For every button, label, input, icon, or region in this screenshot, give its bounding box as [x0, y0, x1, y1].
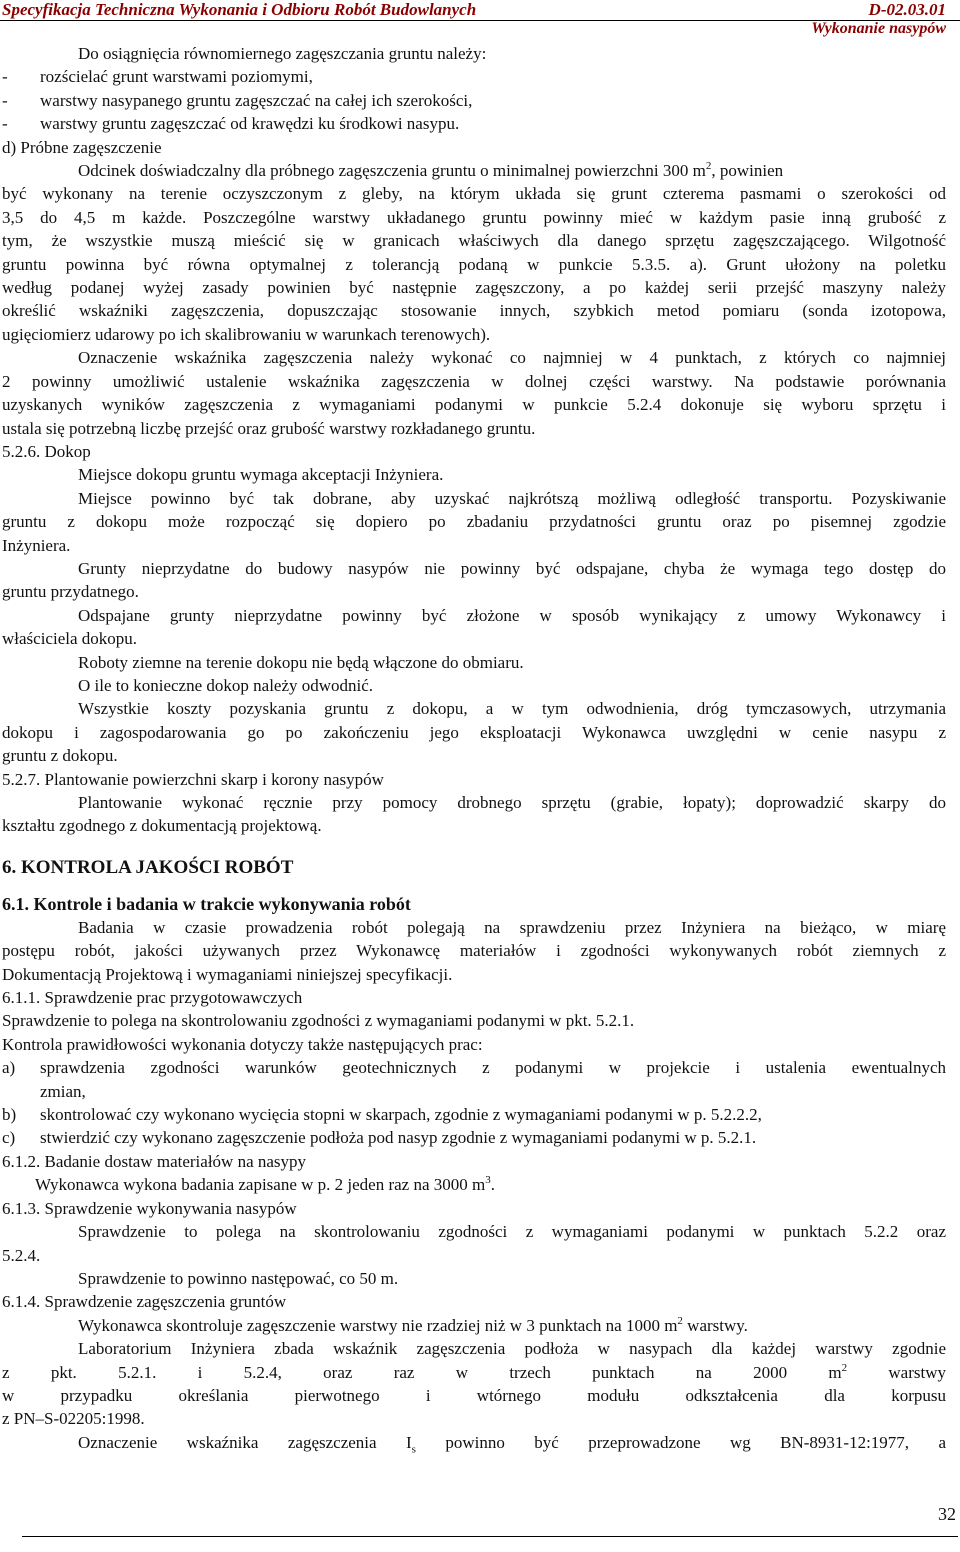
- paragraph-line: postępu robót, jakości używanych przez Wykonawcę materiałów i zgodności wykonywanych robót ziemnych z: [2, 941, 946, 961]
- subsection-heading: 6.1.2. Badanie dostaw materiałów na nasypy: [2, 1151, 307, 1171]
- superscript: 3: [485, 1174, 491, 1187]
- paragraph-line: Miejsce dokopu gruntu wymaga akceptacji Inżyniera.: [78, 465, 444, 485]
- superscript: 2: [705, 160, 712, 173]
- subsection-heading: 6.1.4. Sprawdzenie zagęszczenia gruntów: [2, 1292, 287, 1312]
- paragraph-line: określić wskaźniki zagęszczenia, dopuszczając stosowanie innych, szybkich metod pomiaru (sonda izotopowa,: [2, 301, 946, 321]
- paragraph-line: Kontrola prawidłowości wykonania dotyczy także następujących prac:: [2, 1034, 483, 1054]
- subsection-heading: 6.1.1. Sprawdzenie prac przygotowawczych: [2, 988, 303, 1008]
- paragraph-line: Inżyniera.: [2, 535, 71, 555]
- list-item-continuation: [2, 1080, 946, 1103]
- list-marker: a): [2, 1058, 16, 1078]
- list-item: [2, 1126, 946, 1149]
- paragraph-line: Plantowanie wykonać ręcznie przy pomocy drobnego sprzętu (grabie, łopaty); doprowadzić skarpy do: [78, 793, 946, 812]
- list-item: [2, 65, 946, 88]
- subsection-heading: 6.1.3. Sprawdzenie wykonywania nasypów: [2, 1198, 297, 1218]
- footer-rule: [22, 1536, 958, 1537]
- subsection-heading: 5.2.7. Plantowanie powierzchni skarp i korony nasypów: [2, 769, 384, 789]
- paragraph-line: gruntu z dokopu.: [2, 746, 118, 766]
- subsection-heading: d) Próbne zagęszczenie: [2, 137, 162, 157]
- paragraph-line: Badania w czasie prowadzenia robót polegają na sprawdzeniu przez Inżyniera na bieżąco, w miarę: [78, 917, 946, 937]
- list-item-text: rozścielać grunt warstwami poziomymi,: [40, 67, 313, 87]
- list-marker: b): [2, 1105, 17, 1125]
- text-run: Wykonawca wykona badania zapisane w p. 2 jeden raz na 3000 m: [35, 1175, 486, 1195]
- list-item-text: zmian,: [40, 1081, 86, 1101]
- paragraph-line: Oznaczenie wskaźnika zagęszczenia należy wykonać co najmniej w 4 punktach, z których co najmniej: [78, 348, 946, 368]
- paragraph-line: z PN–S-02205:1998.: [2, 1409, 145, 1429]
- paragraph-line: uzyskanych wyników zagęszczenia z wymaganiami podanymi w punkcie 5.2.4 dokonuje się wyboru sprzętu i: [2, 395, 946, 415]
- paragraph-line: [2, 1314, 946, 1337]
- paragraph-line: Dokumentacją Projektową i wymaganiami niniejszej specyfikacji.: [2, 964, 453, 984]
- text-run: z pkt. 5.2.1. i 5.2.4, oraz raz w trzech punktach na 2000 m: [2, 1362, 842, 1382]
- text-run: warstwy: [847, 1362, 946, 1382]
- paragraph-line: Laboratorium Inżyniera zbada wskaźnik zagęszczenia podłoża w nasypach dla każdej warstwy zgodnie: [78, 1339, 946, 1359]
- paragraph-line: według podanej wyżej zasady powinien być następnie zagęszczony, a po każdej serii przejść maszyny należy: [2, 278, 946, 298]
- text-run: .: [490, 1175, 496, 1195]
- list-marker: -: [2, 90, 8, 110]
- paragraph-line: [2, 159, 946, 182]
- superscript: 2: [841, 1361, 848, 1374]
- paragraph-line: 3,5 do 4,5 m każde. Poszczególne warstwy układanego gruntu powinny mieć w każdym pasie inną grubość z: [2, 207, 946, 227]
- paragraph-line: Sprawdzenie to powinno następować, co 50 m.: [78, 1268, 399, 1288]
- paragraph-line: gruntu z dokopu może rozpocząć się dopiero po zbadaniu przydatności gruntu oraz po pisemnej zgodzie: [2, 512, 946, 532]
- paragraph-line: być wykonany na terenie oczyszczonym z gleby, na którym układa się grunt czterema pasmami o szerokości od: [2, 184, 946, 204]
- list-marker: c): [2, 1128, 16, 1148]
- paragraph-line: Roboty ziemne na terenie dokopu nie będą włączone do obmiaru.: [78, 652, 524, 672]
- paragraph-line: kształtu zgodnego z dokumentacją projektową.: [2, 816, 322, 836]
- subsection-heading: 5.2.6. Dokop: [2, 441, 91, 461]
- list-item: [2, 1103, 946, 1126]
- list-item-text: warstwy nasypanego gruntu zagęszczać na całej ich szerokości,: [40, 90, 473, 110]
- paragraph-line: Grunty nieprzydatne do budowy nasypów nie powinny być odspajane, chyba że wymaga tego dostęp do: [78, 558, 946, 578]
- paragraph-line: ustala się potrzebną liczbę przejść oraz grubość warstwy rozkładanego gruntu.: [2, 418, 536, 438]
- header-title: Specyfikacja Techniczna Wykonania i Odbioru Robót Budowlanych: [2, 0, 477, 19]
- subscript: s: [411, 1443, 416, 1456]
- section-heading: 6.1. Kontrole i badania w trakcie wykonywania robót: [2, 893, 411, 914]
- document-body: [2, 42, 946, 1454]
- list-item-text: skontrolować czy wykonano wycięcia stopni w skarpach, zgodnie z wymaganiami podanymi w p. 5.2.2.2,: [40, 1105, 762, 1125]
- text-run: , powinien: [711, 161, 784, 181]
- page-number: 32: [938, 1504, 956, 1524]
- list-item: [2, 89, 946, 112]
- list-item: [2, 112, 946, 135]
- paragraph-line: 2 powinny umożliwić ustalenie wskaźnika zagęszczenia w dolnej części warstwy. Na podstawie porównania: [2, 371, 946, 391]
- text-run: Odcinek doświadczalny dla próbnego zagęszczenia gruntu o minimalnej powierzchni 300 m: [78, 161, 706, 181]
- paragraph-line: O ile to konieczne dokop należy odwodnić.: [78, 675, 374, 695]
- paragraph-line: Miejsce powinno być tak dobrane, aby uzyskać najkrótszą możliwą odległość transportu. Pozyskiwanie: [78, 488, 946, 508]
- page-header: [0, 0, 960, 36]
- paragraph-line: w przypadku określania pierwotnego i wtórnego modułu odkształcenia dla korpusu: [2, 1385, 946, 1405]
- paragraph-line: [2, 1361, 946, 1384]
- header-code: D-02.03.01: [868, 0, 946, 19]
- paragraph-line: ugięciomierz udarowy po ich skalibrowaniu w warunkach terenowych).: [2, 324, 491, 344]
- list-item: [2, 1056, 946, 1079]
- paragraph-line: [2, 1173, 946, 1196]
- header-subtitle: Wykonanie nasypów: [811, 20, 946, 37]
- paragraph-line: 5.2.4.: [2, 1245, 41, 1265]
- paragraph-line: Sprawdzenie to polega na skontrolowaniu zgodności z wymaganiami podanymi w pkt. 5.2.1.: [2, 1011, 635, 1031]
- paragraph-line: [2, 1431, 946, 1454]
- text-run: Wykonawca skontroluje zagęszczenie warstwy nie rzadziej niż w 3 punktach na 1000 m: [78, 1315, 678, 1335]
- text-run: Oznaczenie wskaźnika zagęszczenia I: [78, 1432, 412, 1452]
- list-item-text: stwierdzić czy wykonano zagęszczenie podłoża pod nasyp zgodnie z wymaganiami podanymi w p. 5.2.1.: [40, 1128, 757, 1148]
- list-item-text: sprawdzenia zgodności warunków geotechnicznych z podanymi w projekcie i ustalenia ewentualnych: [40, 1058, 946, 1078]
- list-marker: -: [2, 114, 8, 134]
- section-heading: 6. KONTROLA JAKOŚCI ROBÓT: [2, 856, 294, 878]
- superscript: 2: [677, 1314, 683, 1327]
- text-run: warstwy.: [682, 1315, 748, 1335]
- paragraph-line: tym, że wszystkie muszą mieścić się w granicach właściwych dla danego sprzętu zagęszczającego. Wilgotność: [2, 231, 946, 251]
- paragraph-line: gruntu powinna być równa optymalnej z tolerancją podaną w punkcie 5.3.5. a). Grunt ułożony na poletku: [2, 254, 946, 274]
- paragraph-line: Wszystkie koszty pozyskania gruntu z dokopu, a w tym odwodnienia, dróg tymczasowych, utrzymania: [78, 699, 946, 719]
- paragraph-line: gruntu przydatnego.: [2, 582, 139, 602]
- text-run: powinno być przeprowadzone wg BN-8931-12:1977, a: [415, 1432, 947, 1452]
- list-item-text: warstwy gruntu zagęszczać od krawędzi ku środkowi nasypu.: [40, 114, 460, 134]
- list-marker: -: [2, 67, 8, 87]
- paragraph-line: Sprawdzenie to polega na skontrolowaniu zgodności z wymaganiami podanymi w punktach 5.2.2 oraz: [78, 1222, 946, 1242]
- paragraph-line: Odspajane grunty nieprzydatne powinny być złożone w sposób wynikający z umowy Wykonawcy i: [78, 605, 946, 625]
- paragraph-line: właściciela dokopu.: [2, 629, 138, 649]
- paragraph-line: Do osiągnięcia równomiernego zagęszczania gruntu należy:: [78, 44, 487, 63]
- paragraph-line: dokopu i zagospodarowania go po zakończeniu jego eksploatacji Wykonawca uwzględni w cenie nasypu z: [2, 722, 946, 742]
